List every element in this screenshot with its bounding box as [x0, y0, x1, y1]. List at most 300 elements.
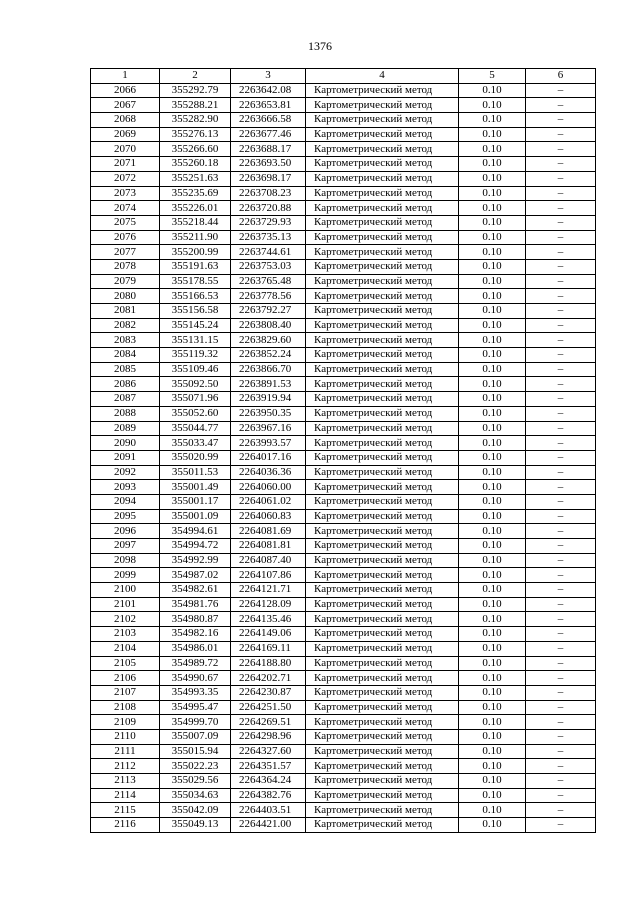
table-row	[91, 392, 596, 407]
x-coordinate-cell: 355034.63	[160, 788, 231, 803]
x-coordinate-cell: 355156.58	[160, 304, 231, 319]
table-row	[91, 553, 596, 568]
x-coordinate-cell: 355049.13	[160, 818, 231, 833]
y-coordinate-cell: 2263891.53	[231, 377, 306, 392]
accuracy-cell: 0.10	[459, 318, 526, 333]
note-cell: –	[526, 465, 596, 480]
y-coordinate-cell: 2264087.40	[231, 553, 306, 568]
accuracy-cell: 0.10	[459, 450, 526, 465]
point-number-cell: 2109	[91, 715, 160, 730]
table-row	[91, 685, 596, 700]
method-cell: Картометрический метод	[306, 597, 459, 612]
note-cell: –	[526, 509, 596, 524]
y-coordinate-cell: 2263765.48	[231, 274, 306, 289]
y-coordinate-cell: 2263829.60	[231, 333, 306, 348]
x-coordinate-cell: 355260.18	[160, 157, 231, 172]
point-number-cell: 2099	[91, 568, 160, 583]
method-cell: Картометрический метод	[306, 201, 459, 216]
note-cell: –	[526, 729, 596, 744]
x-coordinate-cell: 354990.67	[160, 671, 231, 686]
table-row	[91, 627, 596, 642]
table-row	[91, 465, 596, 480]
table-row	[91, 259, 596, 274]
point-number-cell: 2106	[91, 671, 160, 686]
y-coordinate-cell: 2263778.56	[231, 289, 306, 304]
table-row	[91, 215, 596, 230]
method-cell: Картометрический метод	[306, 406, 459, 421]
x-coordinate-cell: 355109.46	[160, 362, 231, 377]
x-coordinate-cell: 354989.72	[160, 656, 231, 671]
accuracy-cell: 0.10	[459, 142, 526, 157]
x-coordinate-cell: 355020.99	[160, 450, 231, 465]
table-row	[91, 509, 596, 524]
table-row	[91, 83, 596, 98]
point-number-cell: 2073	[91, 186, 160, 201]
table-row	[91, 348, 596, 363]
table-row	[91, 803, 596, 818]
x-coordinate-cell: 354980.87	[160, 612, 231, 627]
y-coordinate-cell: 2263993.57	[231, 436, 306, 451]
accuracy-cell: 0.10	[459, 259, 526, 274]
method-cell: Картометрический метод	[306, 465, 459, 480]
note-cell: –	[526, 627, 596, 642]
accuracy-cell: 0.10	[459, 685, 526, 700]
y-coordinate-cell: 2263950.35	[231, 406, 306, 421]
table-row	[91, 436, 596, 451]
x-coordinate-cell: 354981.76	[160, 597, 231, 612]
accuracy-cell: 0.10	[459, 215, 526, 230]
y-coordinate-cell: 2264036.36	[231, 465, 306, 480]
y-coordinate-cell: 2263693.50	[231, 157, 306, 172]
note-cell: –	[526, 583, 596, 598]
x-coordinate-cell: 355001.09	[160, 509, 231, 524]
x-coordinate-cell: 354999.70	[160, 715, 231, 730]
note-cell: –	[526, 304, 596, 319]
accuracy-cell: 0.10	[459, 171, 526, 186]
point-number-cell: 2113	[91, 774, 160, 789]
accuracy-cell: 0.10	[459, 818, 526, 833]
point-number-cell: 2082	[91, 318, 160, 333]
note-cell: –	[526, 818, 596, 833]
point-number-cell: 2085	[91, 362, 160, 377]
accuracy-cell: 0.10	[459, 304, 526, 319]
y-coordinate-cell: 2264169.11	[231, 641, 306, 656]
x-coordinate-cell: 355007.09	[160, 729, 231, 744]
y-coordinate-cell: 2263688.17	[231, 142, 306, 157]
point-number-cell: 2105	[91, 656, 160, 671]
method-cell: Картометрический метод	[306, 230, 459, 245]
point-number-cell: 2092	[91, 465, 160, 480]
note-cell: –	[526, 480, 596, 495]
x-coordinate-cell: 355092.50	[160, 377, 231, 392]
accuracy-cell: 0.10	[459, 480, 526, 495]
method-cell: Картометрический метод	[306, 641, 459, 656]
accuracy-cell: 0.10	[459, 539, 526, 554]
note-cell: –	[526, 656, 596, 671]
y-coordinate-cell: 2264081.69	[231, 524, 306, 539]
method-cell: Картометрический метод	[306, 245, 459, 260]
table-row	[91, 494, 596, 509]
method-cell: Картометрический метод	[306, 304, 459, 319]
y-coordinate-cell: 2264251.50	[231, 700, 306, 715]
point-number-cell: 2090	[91, 436, 160, 451]
x-coordinate-cell: 355029.56	[160, 774, 231, 789]
accuracy-cell: 0.10	[459, 421, 526, 436]
note-cell: –	[526, 83, 596, 98]
x-coordinate-cell: 355211.90	[160, 230, 231, 245]
method-cell: Картометрический метод	[306, 480, 459, 495]
table-row	[91, 539, 596, 554]
method-cell: Картометрический метод	[306, 377, 459, 392]
accuracy-cell: 0.10	[459, 744, 526, 759]
table-row	[91, 142, 596, 157]
point-number-cell: 2097	[91, 539, 160, 554]
y-coordinate-cell: 2264230.87	[231, 685, 306, 700]
accuracy-cell: 0.10	[459, 729, 526, 744]
method-cell: Картометрический метод	[306, 348, 459, 363]
x-coordinate-cell: 354995.47	[160, 700, 231, 715]
x-coordinate-cell: 354993.35	[160, 685, 231, 700]
table-row	[91, 671, 596, 686]
note-cell: –	[526, 245, 596, 260]
x-coordinate-cell: 355071.96	[160, 392, 231, 407]
table-body	[91, 83, 596, 832]
accuracy-cell: 0.10	[459, 348, 526, 363]
x-coordinate-cell: 355288.21	[160, 98, 231, 113]
y-coordinate-cell: 2263708.23	[231, 186, 306, 201]
note-cell: –	[526, 318, 596, 333]
accuracy-cell: 0.10	[459, 201, 526, 216]
y-coordinate-cell: 2263666.58	[231, 113, 306, 128]
table-row	[91, 759, 596, 774]
table-row	[91, 450, 596, 465]
point-number-cell: 2077	[91, 245, 160, 260]
accuracy-cell: 0.10	[459, 333, 526, 348]
method-cell: Картометрический метод	[306, 171, 459, 186]
note-cell: –	[526, 744, 596, 759]
x-coordinate-cell: 355015.94	[160, 744, 231, 759]
method-cell: Картометрический метод	[306, 671, 459, 686]
note-cell: –	[526, 715, 596, 730]
x-coordinate-cell: 355011.53	[160, 465, 231, 480]
accuracy-cell: 0.10	[459, 788, 526, 803]
note-cell: –	[526, 377, 596, 392]
accuracy-cell: 0.10	[459, 774, 526, 789]
method-cell: Картометрический метод	[306, 392, 459, 407]
method-cell: Картометрический метод	[306, 142, 459, 157]
method-cell: Картометрический метод	[306, 113, 459, 128]
note-cell: –	[526, 215, 596, 230]
table-row	[91, 597, 596, 612]
point-number-cell: 2086	[91, 377, 160, 392]
accuracy-cell: 0.10	[459, 98, 526, 113]
accuracy-cell: 0.10	[459, 700, 526, 715]
point-number-cell: 2103	[91, 627, 160, 642]
table-row	[91, 318, 596, 333]
point-number-cell: 2066	[91, 83, 160, 98]
x-coordinate-cell: 355200.99	[160, 245, 231, 260]
x-coordinate-cell: 354986.01	[160, 641, 231, 656]
point-number-cell: 2110	[91, 729, 160, 744]
note-cell: –	[526, 568, 596, 583]
table-row	[91, 274, 596, 289]
table-row	[91, 700, 596, 715]
x-coordinate-cell: 355119.32	[160, 348, 231, 363]
accuracy-cell: 0.10	[459, 597, 526, 612]
x-coordinate-cell: 355282.90	[160, 113, 231, 128]
table-row	[91, 744, 596, 759]
y-coordinate-cell: 2263866.70	[231, 362, 306, 377]
y-coordinate-cell: 2264121.71	[231, 583, 306, 598]
x-coordinate-cell: 355001.17	[160, 494, 231, 509]
method-cell: Картометрический метод	[306, 289, 459, 304]
method-cell: Картометрический метод	[306, 553, 459, 568]
note-cell: –	[526, 612, 596, 627]
accuracy-cell: 0.10	[459, 377, 526, 392]
table-row	[91, 715, 596, 730]
point-number-cell: 2084	[91, 348, 160, 363]
method-cell: Картометрический метод	[306, 333, 459, 348]
note-cell: –	[526, 539, 596, 554]
table-row	[91, 377, 596, 392]
point-number-cell: 2100	[91, 583, 160, 598]
point-number-cell: 2098	[91, 553, 160, 568]
accuracy-cell: 0.10	[459, 671, 526, 686]
table-row	[91, 289, 596, 304]
table-row	[91, 480, 596, 495]
note-cell: –	[526, 685, 596, 700]
point-number-cell: 2069	[91, 127, 160, 142]
table-row	[91, 583, 596, 598]
point-number-cell: 2070	[91, 142, 160, 157]
accuracy-cell: 0.10	[459, 230, 526, 245]
method-cell: Картометрический метод	[306, 494, 459, 509]
method-cell: Картометрический метод	[306, 627, 459, 642]
method-cell: Картометрический метод	[306, 539, 459, 554]
note-cell: –	[526, 524, 596, 539]
table-row	[91, 113, 596, 128]
y-coordinate-cell: 2263698.17	[231, 171, 306, 186]
method-cell: Картометрический метод	[306, 436, 459, 451]
note-cell: –	[526, 259, 596, 274]
note-cell: –	[526, 450, 596, 465]
column-header: 2	[160, 69, 231, 84]
table-row	[91, 333, 596, 348]
accuracy-cell: 0.10	[459, 509, 526, 524]
x-coordinate-cell: 355022.23	[160, 759, 231, 774]
note-cell: –	[526, 494, 596, 509]
coordinates-table	[90, 68, 596, 833]
method-cell: Картометрический метод	[306, 274, 459, 289]
accuracy-cell: 0.10	[459, 289, 526, 304]
method-cell: Картометрический метод	[306, 700, 459, 715]
table-row	[91, 788, 596, 803]
accuracy-cell: 0.10	[459, 186, 526, 201]
point-number-cell: 2078	[91, 259, 160, 274]
accuracy-cell: 0.10	[459, 157, 526, 172]
y-coordinate-cell: 2263744.61	[231, 245, 306, 260]
y-coordinate-cell: 2264060.83	[231, 509, 306, 524]
accuracy-cell: 0.10	[459, 583, 526, 598]
point-number-cell: 2074	[91, 201, 160, 216]
table-row	[91, 186, 596, 201]
x-coordinate-cell: 355033.47	[160, 436, 231, 451]
y-coordinate-cell: 2263735.13	[231, 230, 306, 245]
y-coordinate-cell: 2263729.93	[231, 215, 306, 230]
accuracy-cell: 0.10	[459, 274, 526, 289]
method-cell: Картометрический метод	[306, 157, 459, 172]
method-cell: Картометрический метод	[306, 568, 459, 583]
point-number-cell: 2068	[91, 113, 160, 128]
accuracy-cell: 0.10	[459, 494, 526, 509]
x-coordinate-cell: 354992.99	[160, 553, 231, 568]
table-row	[91, 641, 596, 656]
method-cell: Картометрический метод	[306, 127, 459, 142]
x-coordinate-cell: 355191.63	[160, 259, 231, 274]
note-cell: –	[526, 671, 596, 686]
y-coordinate-cell: 2264202.71	[231, 671, 306, 686]
accuracy-cell: 0.10	[459, 656, 526, 671]
y-coordinate-cell: 2263852.24	[231, 348, 306, 363]
note-cell: –	[526, 171, 596, 186]
point-number-cell: 2083	[91, 333, 160, 348]
accuracy-cell: 0.10	[459, 113, 526, 128]
point-number-cell: 2079	[91, 274, 160, 289]
x-coordinate-cell: 355052.60	[160, 406, 231, 421]
note-cell: –	[526, 406, 596, 421]
point-number-cell: 2115	[91, 803, 160, 818]
y-coordinate-cell: 2264364.24	[231, 774, 306, 789]
table-row	[91, 406, 596, 421]
point-number-cell: 2071	[91, 157, 160, 172]
x-coordinate-cell: 355044.77	[160, 421, 231, 436]
point-number-cell: 2091	[91, 450, 160, 465]
accuracy-cell: 0.10	[459, 641, 526, 656]
note-cell: –	[526, 201, 596, 216]
method-cell: Картометрический метод	[306, 685, 459, 700]
point-number-cell: 2075	[91, 215, 160, 230]
x-coordinate-cell: 355235.69	[160, 186, 231, 201]
point-number-cell: 2076	[91, 230, 160, 245]
table-header-row	[91, 69, 596, 84]
x-coordinate-cell: 355166.53	[160, 289, 231, 304]
column-header: 4	[306, 69, 459, 84]
table-row	[91, 818, 596, 833]
method-cell: Картометрический метод	[306, 259, 459, 274]
note-cell: –	[526, 759, 596, 774]
y-coordinate-cell: 2263967.16	[231, 421, 306, 436]
method-cell: Картометрический метод	[306, 715, 459, 730]
accuracy-cell: 0.10	[459, 465, 526, 480]
accuracy-cell: 0.10	[459, 759, 526, 774]
method-cell: Картометрический метод	[306, 215, 459, 230]
point-number-cell: 2104	[91, 641, 160, 656]
x-coordinate-cell: 354994.72	[160, 539, 231, 554]
y-coordinate-cell: 2264107.86	[231, 568, 306, 583]
table-row	[91, 729, 596, 744]
accuracy-cell: 0.10	[459, 627, 526, 642]
y-coordinate-cell: 2264135.46	[231, 612, 306, 627]
table-row	[91, 568, 596, 583]
accuracy-cell: 0.10	[459, 803, 526, 818]
point-number-cell: 2101	[91, 597, 160, 612]
note-cell: –	[526, 186, 596, 201]
note-cell: –	[526, 274, 596, 289]
y-coordinate-cell: 2264298.96	[231, 729, 306, 744]
method-cell: Картометрический метод	[306, 803, 459, 818]
x-coordinate-cell: 355276.13	[160, 127, 231, 142]
note-cell: –	[526, 392, 596, 407]
y-coordinate-cell: 2263642.08	[231, 83, 306, 98]
note-cell: –	[526, 774, 596, 789]
y-coordinate-cell: 2263808.40	[231, 318, 306, 333]
table-row	[91, 774, 596, 789]
method-cell: Картометрический метод	[306, 583, 459, 598]
x-coordinate-cell: 355218.44	[160, 215, 231, 230]
accuracy-cell: 0.10	[459, 715, 526, 730]
table-row	[91, 304, 596, 319]
x-coordinate-cell: 355178.55	[160, 274, 231, 289]
x-coordinate-cell: 354982.61	[160, 583, 231, 598]
note-cell: –	[526, 289, 596, 304]
table-row	[91, 524, 596, 539]
note-cell: –	[526, 362, 596, 377]
page-number: 1376	[308, 39, 332, 53]
note-cell: –	[526, 803, 596, 818]
table-row	[91, 656, 596, 671]
accuracy-cell: 0.10	[459, 436, 526, 451]
method-cell: Картометрический метод	[306, 98, 459, 113]
table-row	[91, 245, 596, 260]
x-coordinate-cell: 355266.60	[160, 142, 231, 157]
table-row	[91, 98, 596, 113]
point-number-cell: 2112	[91, 759, 160, 774]
y-coordinate-cell: 2264188.80	[231, 656, 306, 671]
point-number-cell: 2108	[91, 700, 160, 715]
point-number-cell: 2095	[91, 509, 160, 524]
x-coordinate-cell: 355251.63	[160, 171, 231, 186]
note-cell: –	[526, 98, 596, 113]
point-number-cell: 2089	[91, 421, 160, 436]
note-cell: –	[526, 157, 596, 172]
y-coordinate-cell: 2264382.76	[231, 788, 306, 803]
x-coordinate-cell: 355131.15	[160, 333, 231, 348]
x-coordinate-cell: 354987.02	[160, 568, 231, 583]
point-number-cell: 2102	[91, 612, 160, 627]
note-cell: –	[526, 142, 596, 157]
point-number-cell: 2107	[91, 685, 160, 700]
y-coordinate-cell: 2264421.00	[231, 818, 306, 833]
method-cell: Картометрический метод	[306, 612, 459, 627]
note-cell: –	[526, 113, 596, 128]
table-row	[91, 157, 596, 172]
note-cell: –	[526, 597, 596, 612]
note-cell: –	[526, 553, 596, 568]
y-coordinate-cell: 2264061.02	[231, 494, 306, 509]
column-header: 6	[526, 69, 596, 84]
point-number-cell: 2067	[91, 98, 160, 113]
table-row	[91, 127, 596, 142]
accuracy-cell: 0.10	[459, 524, 526, 539]
accuracy-cell: 0.10	[459, 127, 526, 142]
note-cell: –	[526, 421, 596, 436]
method-cell: Картометрический метод	[306, 729, 459, 744]
table-row	[91, 362, 596, 377]
table-row	[91, 201, 596, 216]
note-cell: –	[526, 230, 596, 245]
method-cell: Картометрический метод	[306, 362, 459, 377]
x-coordinate-cell: 354982.16	[160, 627, 231, 642]
